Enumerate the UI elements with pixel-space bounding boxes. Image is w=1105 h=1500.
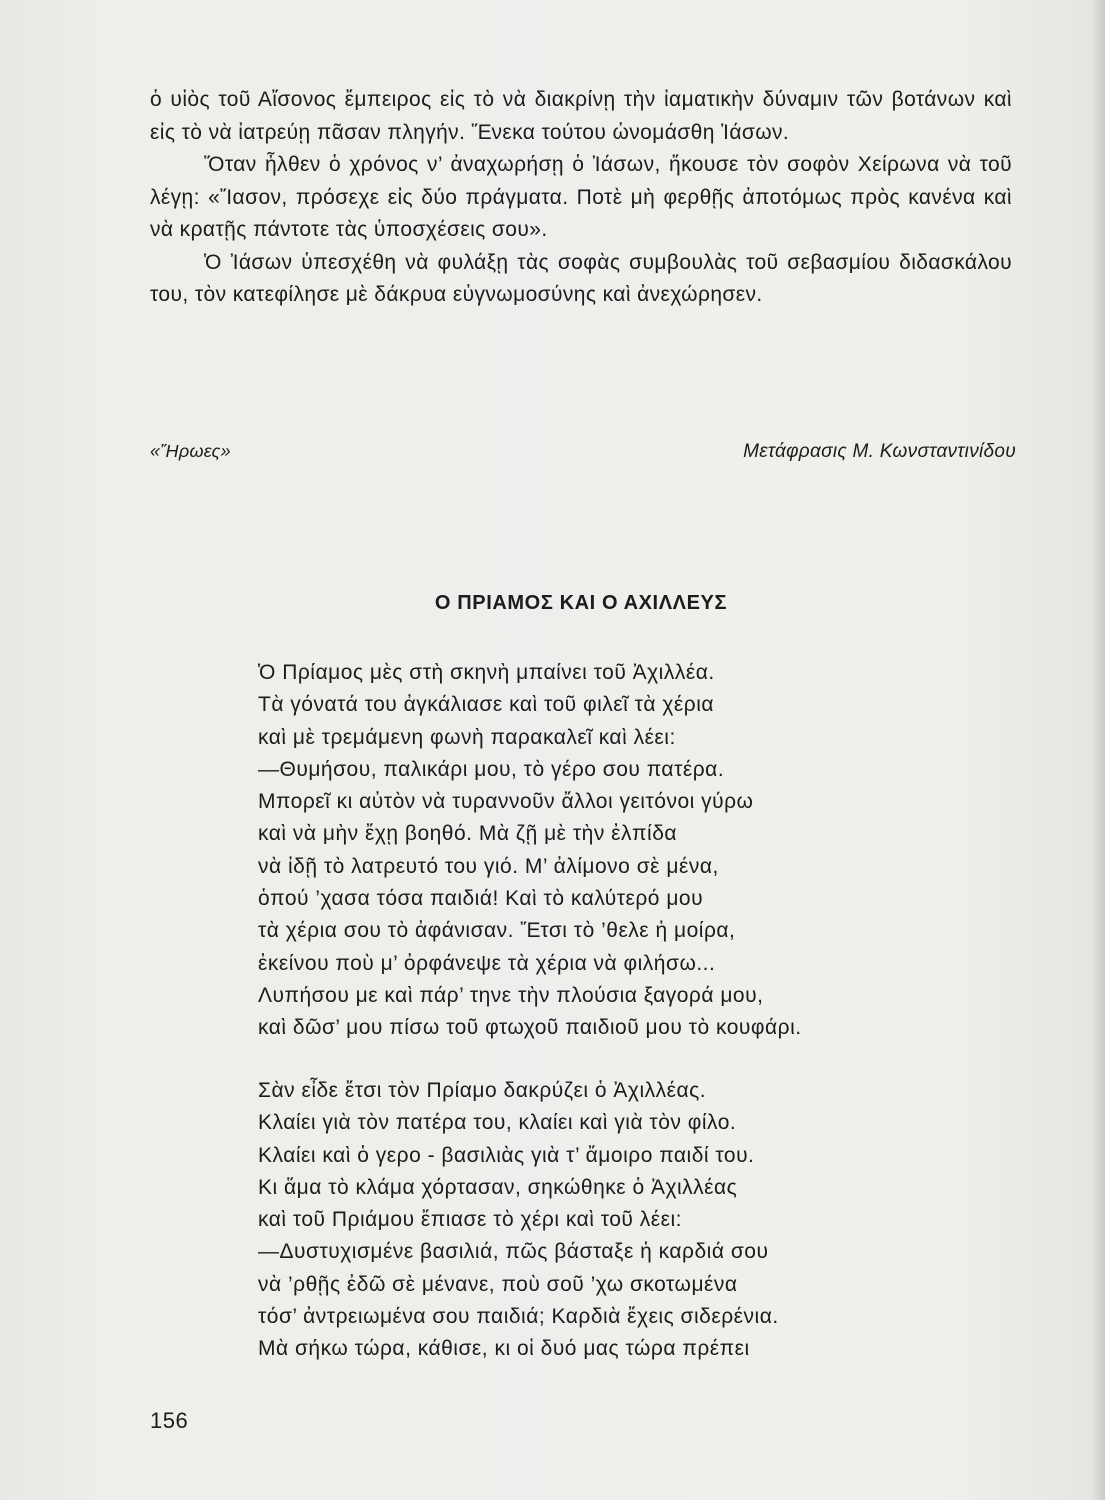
translator-credit: Μετάφρασις Μ. Κωνσταντινίδου — [743, 441, 1016, 462]
poem-line: ἐκείνου ποὺ μ’ ὀρφάνεψε τὰ χέρια νὰ φιλήσω... — [258, 951, 716, 975]
poem-line: Κλαίει γιὰ τὸν πατέρα του, κλαίει καὶ γιὰ τὸν φίλο. — [258, 1111, 737, 1135]
source-title: «Ἥρωες» — [150, 441, 231, 461]
poem-line: καὶ τοῦ Πριάμου ἔπιασε τὸ χέρι καὶ τοῦ λέει: — [258, 1208, 682, 1232]
poem-line: —Θυμήσου, παλικάρι μου, τὸ γέρο σου πατέρα. — [258, 757, 725, 781]
poem-line: νὰ ἰδῇ τὸ λατρευτό του γιό. Μ’ ἀλίμονο σὲ μένα, — [258, 854, 719, 878]
poem-stanza-2 — [258, 1075, 1018, 1366]
poem-line: Μπορεῖ κι αὐτὸν νὰ τυραννοῦν ἄλλοι γειτόνοι γύρω — [258, 790, 754, 814]
poem-line: Λυπήσου με καὶ πάρ’ τηνε τὴν πλούσια ξαγορά μου, — [258, 983, 764, 1007]
poem-line: καὶ δῶσ’ μου πίσω τοῦ φτωχοῦ παιδιοῦ μου τὸ κουφάρι. — [258, 1016, 802, 1040]
prose-paragraph: ὁ υἱὸς τοῦ Αἴσονος ἔμπειρος εἰς τὸ νὰ διακρίνῃ τὴν ἰαματικὴν δύναμιν τῶν βοτάνων καὶ εἰς τὸ νὰ ἰατρεύῃ πᾶσαν πληγήν. Ἕνεκα τούτου ὠνομάσθη Ἰάσων. — [150, 88, 1012, 144]
poem-line: Μὰ σήκω τώρα, κάθισε, κι οἱ δυό μας τώρα πρέπει — [258, 1337, 750, 1361]
prose-paragraph: Ὅταν ἦλθεν ὁ χρόνος ν’ ἀναχωρήσῃ ὁ Ἰάσων, ἤκουσε τὸν σοφὸν Χείρωνα νὰ τοῦ λέγῃ: «Ἴασον, πρόσεχε εἰς δύο πράγματα. Ποτὲ μὴ φερθῇς ἀποτόμως πρὸς κανένα καὶ νὰ κρατῇς πάντοτε τὰς ὑποσχέσεις σου». — [150, 153, 1012, 241]
poem-line: καὶ μὲ τρεμάμενη φωνὴ παρακαλεῖ καὶ λέει: — [258, 725, 676, 749]
poem-line: Κι ἅμα τὸ κλάμα χόρτασαν, σηκώθηκε ὁ Ἀχιλλέας — [258, 1175, 738, 1199]
poem-line: καὶ νὰ μὴν ἔχῃ βοηθό. Μὰ ζῇ μὲ τὴν ἐλπίδα — [258, 822, 678, 846]
poem-line: νὰ ’ρθῇς ἐδῶ σὲ μένανε, ποὺ σοῦ ’χω σκοτωμένα — [258, 1272, 738, 1296]
poem-line: —Δυστυχισμένε βασιλιά, πῶς βάσταξε ἡ καρδιά σου — [258, 1240, 769, 1264]
page-number: 156 — [150, 1408, 189, 1433]
poem-line: τὰ χέρια σου τὸ ἀφάνισαν. Ἔτσι τὸ ’θελε ἡ μοίρα, — [258, 919, 736, 943]
poem-stanza-1 — [258, 657, 1018, 1045]
page-edge-shadow — [1091, 0, 1105, 1500]
prose-paragraph: Ὁ Ἰάσων ὑπεσχέθη νὰ φυλάξῃ τὰς σοφὰς συμβουλὰς τοῦ σεβασμίου διδασκάλου του, τὸν κατεφίλησε μὲ δάκρυα εὐγνωμοσύνης καὶ ἀνεχώρησεν. — [150, 250, 1012, 306]
poem-line: Κλαίει καὶ ὁ γερο - βασιλιὰς γιὰ τ’ ἄμοιρο παιδί του. — [258, 1143, 755, 1167]
poem-line: τόσ’ ἀντρειωμένα σου παιδιά; Καρδιὰ ἔχεις σιδερένια. — [258, 1305, 779, 1329]
poem-line: Ὁ Πρίαμος μὲς στὴ σκηνὴ μπαίνει τοῦ Ἀχιλλέα. — [258, 661, 715, 684]
prose-section — [150, 84, 1012, 312]
poem-line: ὁπού ’χασα τόσα παιδιά! Καὶ τὸ καλύτερό μου — [258, 887, 704, 911]
poem-title: Ο ΠΡΙΑΜΟΣ ΚΑΙ Ο ΑΧΙΛΛΕΥΣ — [434, 592, 728, 614]
poem-line: Τὰ γόνατά του ἀγκάλιασε καὶ τοῦ φιλεῖ τὰ χέρια — [258, 693, 715, 717]
poem-line: Σὰν εἶδε ἔτσι τὸν Πρίαμο δακρύζει ὁ Ἀχιλλέας. — [258, 1079, 707, 1102]
